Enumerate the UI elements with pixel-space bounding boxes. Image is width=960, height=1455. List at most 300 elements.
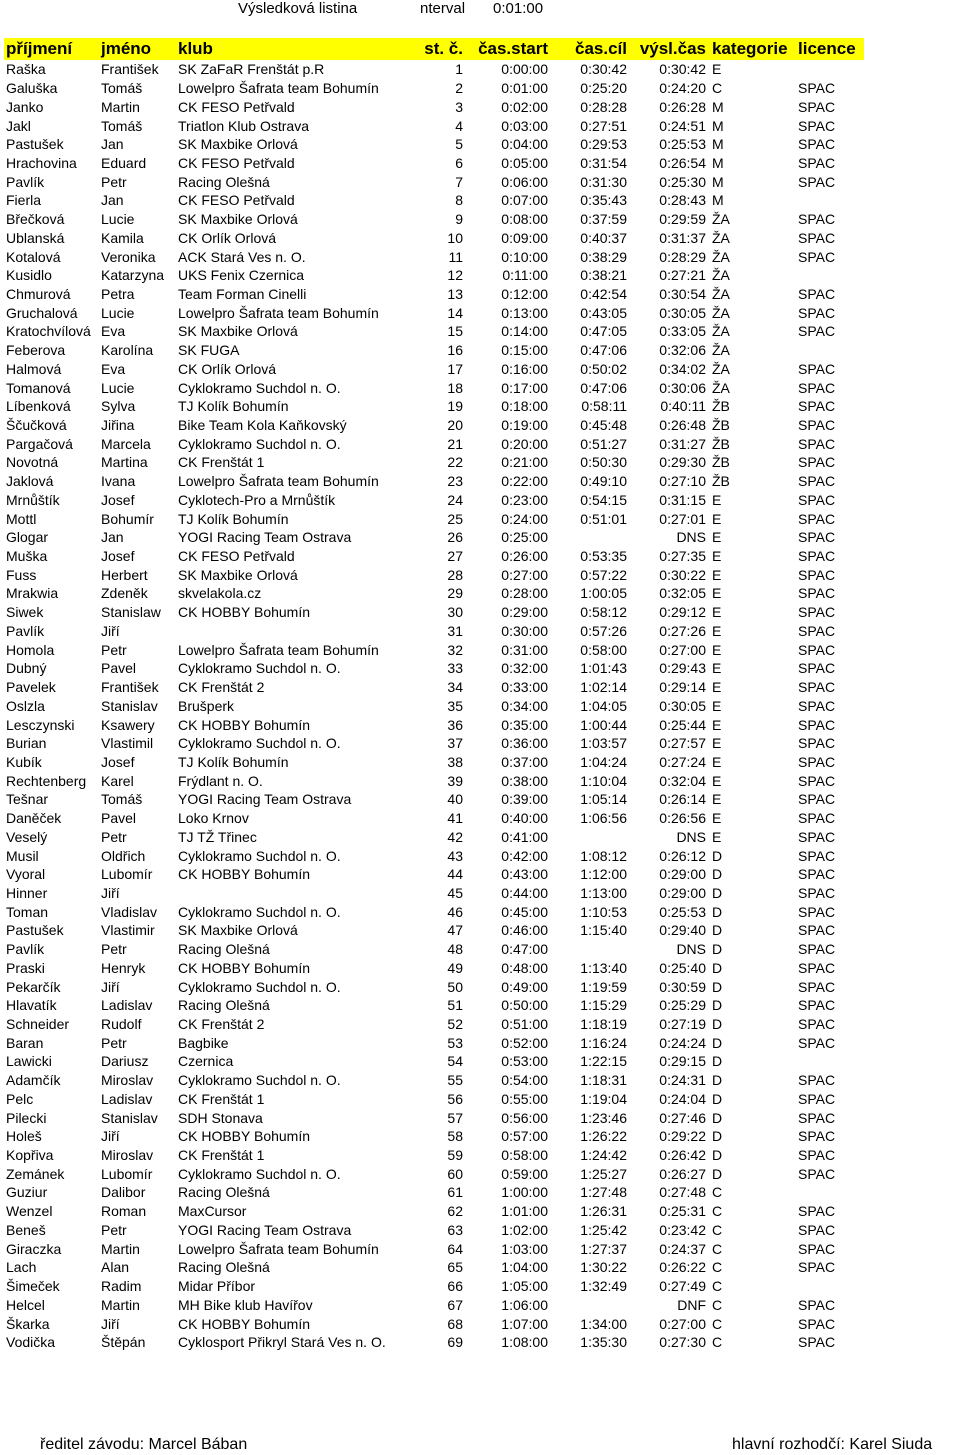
table-row xyxy=(4,472,864,491)
cell-result-time: 0:28:43 xyxy=(659,192,706,209)
cell-club: CK HOBBY Bohumín xyxy=(178,959,311,976)
cell-result-time: 0:28:29 xyxy=(659,248,706,265)
cell-license: SPAC xyxy=(798,772,836,789)
cell-firstname: Jiří xyxy=(101,978,120,995)
cell-category: ŽA xyxy=(712,229,730,246)
cell-firstname: Tomáš xyxy=(101,791,143,808)
cell-start-time: 0:38:00 xyxy=(501,772,548,789)
cell-finish-time: 1:08:12 xyxy=(580,847,627,864)
cell-firstname: Ivana xyxy=(101,473,136,490)
table-row xyxy=(4,322,864,341)
cell-start-number: 40 xyxy=(447,791,463,808)
cell-start-time: 0:28:00 xyxy=(501,585,548,602)
cell-surname: Helcel xyxy=(6,1296,45,1313)
col-header-start-number: st. č. xyxy=(424,39,463,58)
cell-category: ŽB xyxy=(712,473,730,490)
cell-firstname: Ksawery xyxy=(101,716,155,733)
cell-result-time: 0:30:59 xyxy=(659,978,706,995)
cell-finish-time: 1:26:22 xyxy=(580,1128,627,1145)
cell-start-time: 0:08:00 xyxy=(501,211,548,228)
cell-surname: Ublanská xyxy=(6,229,65,246)
cell-finish-time: 0:47:05 xyxy=(580,323,627,340)
cell-firstname: Jiří xyxy=(101,1315,120,1332)
cell-license: SPAC xyxy=(798,1296,836,1313)
table-row xyxy=(4,902,864,921)
cell-start-time: 0:20:00 xyxy=(501,435,548,452)
cell-firstname: Josef xyxy=(101,491,135,508)
cell-result-time: 0:34:02 xyxy=(659,360,706,377)
cell-license: SPAC xyxy=(798,117,836,134)
cell-firstname: Lubomír xyxy=(101,866,153,883)
cell-club: CK Frenštát 2 xyxy=(178,679,265,696)
cell-start-number: 20 xyxy=(447,417,463,434)
cell-surname: Halmová xyxy=(6,360,62,377)
cell-firstname: Ladislav xyxy=(101,997,153,1014)
cell-result-time: DNS xyxy=(676,941,706,958)
cell-start-time: 0:50:00 xyxy=(501,997,548,1014)
cell-category: M xyxy=(712,136,724,153)
cell-firstname: Martin xyxy=(101,98,140,115)
cell-club: Brušperk xyxy=(178,697,235,714)
cell-surname: Lach xyxy=(6,1259,37,1276)
cell-start-number: 47 xyxy=(447,922,463,939)
cell-category: D xyxy=(712,1034,723,1051)
cell-club: TJ Kolík Bohumín xyxy=(178,510,289,527)
cell-result-time: 0:31:27 xyxy=(659,435,706,452)
cell-finish-time: 1:25:42 xyxy=(580,1221,627,1238)
cell-start-time: 0:15:00 xyxy=(501,342,548,359)
cell-start-time: 1:08:00 xyxy=(501,1334,548,1351)
cell-finish-time: 1:00:44 xyxy=(580,716,627,733)
cell-start-number: 66 xyxy=(447,1278,463,1295)
cell-start-number: 10 xyxy=(447,229,463,246)
cell-surname: Pilecki xyxy=(6,1109,47,1126)
cell-finish-time: 0:40:37 xyxy=(580,229,627,246)
cell-start-number: 61 xyxy=(447,1184,463,1201)
cell-finish-time: 1:34:00 xyxy=(580,1315,627,1332)
table-row xyxy=(4,1108,864,1127)
cell-firstname: Stanislav xyxy=(101,1109,158,1126)
cell-firstname: Lucie xyxy=(101,304,135,321)
cell-club: Lowelpro Šafrata team Bohumín xyxy=(178,473,379,490)
cell-license: SPAC xyxy=(798,1072,836,1089)
cell-category: D xyxy=(712,1072,723,1089)
cell-result-time: 0:40:11 xyxy=(660,398,706,415)
cell-finish-time: 1:18:19 xyxy=(580,1016,627,1033)
cell-surname: Holeš xyxy=(6,1128,42,1145)
cell-club: Cyklokramo Suchdol n. O. xyxy=(178,435,341,452)
cell-license: SPAC xyxy=(798,80,836,97)
table-row xyxy=(4,959,864,978)
cell-license: SPAC xyxy=(798,360,836,377)
cell-club: Cyklokramo Suchdol n. O. xyxy=(178,1165,341,1182)
cell-start-time: 0:16:00 xyxy=(501,360,548,377)
cell-surname: Pavlík xyxy=(6,173,45,190)
cell-club: Cyklokramo Suchdol n. O. xyxy=(178,1072,341,1089)
col-header-result-time: výsl.čas xyxy=(639,39,706,58)
cell-surname: Pavlík xyxy=(6,622,45,639)
cell-finish-time: 0:27:51 xyxy=(580,117,627,134)
cell-finish-time xyxy=(552,528,631,547)
cell-category: ŽA xyxy=(712,379,730,396)
cell-result-time: 0:27:49 xyxy=(659,1278,706,1295)
cell-start-number: 54 xyxy=(447,1053,463,1070)
cell-category: C xyxy=(712,1315,723,1332)
cell-start-time: 0:27:00 xyxy=(501,566,548,583)
cell-club: Team Forman Cinelli xyxy=(178,285,307,302)
cell-firstname: Jiří xyxy=(101,622,120,639)
document-title: Výsledková listina xyxy=(238,0,358,17)
table-row xyxy=(4,116,864,135)
cell-finish-time: 1:30:22 xyxy=(580,1259,627,1276)
cell-start-time: 0:53:00 xyxy=(501,1053,548,1070)
cell-start-number: 60 xyxy=(447,1165,463,1182)
cell-surname: Giraczka xyxy=(6,1240,62,1257)
cell-category: E xyxy=(712,548,722,565)
cell-club: CK Frenštát 1 xyxy=(178,1090,265,1107)
cell-license: SPAC xyxy=(798,1259,836,1276)
cell-result-time: 0:25:31 xyxy=(659,1203,706,1220)
cell-category: E xyxy=(712,622,722,639)
cell-result-time: 0:27:26 xyxy=(659,622,706,639)
cell-firstname: Jan xyxy=(101,192,124,209)
cell-surname: Homola xyxy=(6,641,55,658)
cell-firstname: Ladislav xyxy=(101,1090,153,1107)
table-row xyxy=(4,1221,864,1240)
cell-license xyxy=(796,266,864,285)
cell-start-time: 0:37:00 xyxy=(501,753,548,770)
table-row xyxy=(4,60,864,79)
cell-surname: Jakl xyxy=(6,117,31,134)
cell-start-number: 59 xyxy=(447,1147,463,1164)
cell-result-time: 0:24:24 xyxy=(659,1034,706,1051)
cell-result-time: 0:27:19 xyxy=(659,1016,706,1033)
cell-start-time: 0:42:00 xyxy=(501,847,548,864)
cell-finish-time: 1:24:42 xyxy=(580,1147,627,1164)
cell-license: SPAC xyxy=(798,1034,836,1051)
cell-license: SPAC xyxy=(798,510,836,527)
cell-license: SPAC xyxy=(798,641,836,658)
document-header xyxy=(0,0,960,20)
cell-result-time: 0:26:14 xyxy=(659,791,706,808)
cell-firstname: Stanislav xyxy=(101,697,158,714)
cell-result-time: 0:32:04 xyxy=(659,772,706,789)
cell-category: ŽA xyxy=(712,360,730,377)
cell-license: SPAC xyxy=(798,679,836,696)
table-row xyxy=(4,1239,864,1258)
cell-category: E xyxy=(712,641,722,658)
interval-value: 0:01:00 xyxy=(493,0,544,17)
cell-license: SPAC xyxy=(798,529,836,546)
cell-start-time: 0:34:00 xyxy=(501,697,548,714)
cell-club: TJ Kolík Bohumín xyxy=(178,753,289,770)
table-row xyxy=(4,790,864,809)
cell-firstname: Josef xyxy=(101,548,135,565)
cell-license: SPAC xyxy=(798,716,836,733)
cell-category: C xyxy=(712,80,723,97)
cell-surname: Břečková xyxy=(6,211,65,228)
cell-result-time: 0:29:43 xyxy=(659,660,706,677)
cell-start-number: 53 xyxy=(447,1034,463,1051)
table-row xyxy=(4,678,864,697)
cell-category: ŽA xyxy=(712,267,730,284)
cell-club: Lowelpro Šafrata team Bohumín xyxy=(178,304,379,321)
cell-result-time: 0:30:42 xyxy=(659,61,706,78)
cell-category: C xyxy=(712,1278,723,1295)
cell-club: CK Orlík Orlová xyxy=(178,360,277,377)
cell-result-time: 0:27:10 xyxy=(659,473,706,490)
cell-finish-time: 0:25:20 xyxy=(580,80,627,97)
cell-category: D xyxy=(712,1165,723,1182)
cell-start-number: 56 xyxy=(447,1090,463,1107)
table-row xyxy=(4,434,864,453)
cell-club: TJ Kolík Bohumín xyxy=(178,398,289,415)
cell-category: D xyxy=(712,1109,723,1126)
cell-result-time: 0:30:22 xyxy=(659,566,706,583)
cell-start-time: 0:07:00 xyxy=(501,192,548,209)
cell-finish-time xyxy=(552,940,631,959)
cell-license: SPAC xyxy=(798,978,836,995)
cell-category: D xyxy=(712,959,723,976)
cell-surname: Lesczynski xyxy=(6,716,75,733)
cell-club: Cyklokramo Suchdol n. O. xyxy=(178,660,341,677)
cell-surname: Rechtenberg xyxy=(6,772,87,789)
cell-surname: Pastušek xyxy=(6,922,64,939)
cell-category: ŽA xyxy=(712,248,730,265)
cell-start-time: 1:02:00 xyxy=(501,1221,548,1238)
cell-start-time: 0:22:00 xyxy=(501,473,548,490)
table-row xyxy=(4,1183,864,1202)
cell-result-time: 0:29:40 xyxy=(659,922,706,939)
cell-start-time: 0:13:00 xyxy=(501,304,548,321)
table-row xyxy=(4,97,864,116)
cell-finish-time: 1:32:49 xyxy=(580,1278,627,1295)
cell-start-number: 8 xyxy=(455,192,463,209)
cell-result-time: 0:29:15 xyxy=(659,1053,706,1070)
cell-club: Racing Olešná xyxy=(178,173,270,190)
cell-firstname: Miroslav xyxy=(101,1147,154,1164)
cell-club: YOGI Racing Team Ostrava xyxy=(178,529,352,546)
cell-start-number: 19 xyxy=(447,398,463,415)
cell-firstname: Lucie xyxy=(101,211,135,228)
cell-finish-time: 0:57:26 xyxy=(580,622,627,639)
cell-category: D xyxy=(712,1016,723,1033)
cell-club: CK HOBBY Bohumín xyxy=(178,866,311,883)
cell-category: ŽA xyxy=(712,342,730,359)
cell-license: SPAC xyxy=(798,173,836,190)
cell-start-time: 0:21:00 xyxy=(501,454,548,471)
col-header-category: kategorie xyxy=(712,39,788,58)
cell-result-time: 0:31:37 xyxy=(659,229,706,246)
cell-start-time: 0:46:00 xyxy=(501,922,548,939)
cell-start-number: 67 xyxy=(447,1296,463,1313)
cell-start-number: 2 xyxy=(455,80,463,97)
cell-start-number: 32 xyxy=(447,641,463,658)
cell-firstname: Sylva xyxy=(101,398,136,415)
cell-finish-time: 1:19:04 xyxy=(580,1090,627,1107)
cell-surname: Siwek xyxy=(6,604,44,621)
results-table xyxy=(4,38,864,1352)
cell-firstname: Radim xyxy=(101,1278,142,1295)
col-header-club: klub xyxy=(178,39,213,58)
cell-start-time: 0:45:00 xyxy=(501,903,548,920)
cell-start-number: 58 xyxy=(447,1128,463,1145)
cell-result-time: 0:29:59 xyxy=(659,211,706,228)
cell-firstname: Miroslav xyxy=(101,1072,154,1089)
cell-start-number: 3 xyxy=(455,98,463,115)
cell-license: SPAC xyxy=(798,697,836,714)
cell-club: skvelakola.cz xyxy=(178,585,262,602)
cell-license: SPAC xyxy=(798,566,836,583)
cell-finish-time: 1:18:31 xyxy=(580,1072,627,1089)
cell-surname: Pelc xyxy=(6,1090,34,1107)
table-row xyxy=(4,378,864,397)
cell-category: D xyxy=(712,1147,723,1164)
cell-finish-time: 0:45:48 xyxy=(580,417,627,434)
table-row xyxy=(4,884,864,903)
cell-surname: Líbenková xyxy=(6,398,71,415)
col-header-start-time: čas.start xyxy=(478,39,548,58)
cell-start-number: 31 xyxy=(447,622,463,639)
cell-start-number: 28 xyxy=(447,566,463,583)
cell-firstname: Bohumír xyxy=(101,510,154,527)
cell-result-time: 0:30:05 xyxy=(659,697,706,714)
cell-category: E xyxy=(712,810,722,827)
cell-license: SPAC xyxy=(798,229,836,246)
table-row xyxy=(4,715,864,734)
cell-finish-time: 0:31:30 xyxy=(580,173,627,190)
cell-license: SPAC xyxy=(798,98,836,115)
cell-club: Lowelpro Šafrata team Bohumín xyxy=(178,80,379,97)
cell-surname: Beneš xyxy=(6,1221,46,1238)
cell-firstname: Petr xyxy=(101,1034,127,1051)
cell-category: ŽA xyxy=(712,285,730,302)
cell-finish-time: 0:31:54 xyxy=(580,154,627,171)
cell-category: E xyxy=(712,660,722,677)
cell-start-time: 0:41:00 xyxy=(501,828,548,845)
cell-result-time: 0:31:15 xyxy=(659,491,706,508)
cell-start-number: 29 xyxy=(447,585,463,602)
cell-result-time: DNF xyxy=(677,1296,706,1313)
cell-category: D xyxy=(712,941,723,958)
cell-license xyxy=(796,1052,864,1071)
cell-category: M xyxy=(712,173,724,190)
cell-license: SPAC xyxy=(798,903,836,920)
table-row xyxy=(4,771,864,790)
cell-result-time: 0:29:30 xyxy=(659,454,706,471)
cell-club: Cyklokramo Suchdol n. O. xyxy=(178,735,341,752)
cell-club: ACK Stará Ves n. O. xyxy=(178,248,306,265)
cell-firstname: František xyxy=(101,679,159,696)
cell-start-time: 0:52:00 xyxy=(501,1034,548,1051)
cell-surname: Fuss xyxy=(6,566,37,583)
cell-finish-time: 1:26:31 xyxy=(580,1203,627,1220)
cell-start-time: 0:47:00 xyxy=(501,941,548,958)
cell-club: CK FESO Petřvald xyxy=(178,192,295,209)
cell-license: SPAC xyxy=(798,435,836,452)
cell-surname: Muška xyxy=(6,548,48,565)
cell-start-time: 0:24:00 xyxy=(501,510,548,527)
cell-finish-time: 0:28:28 xyxy=(580,98,627,115)
cell-surname: Wenzel xyxy=(6,1203,53,1220)
cell-license: SPAC xyxy=(798,1315,836,1332)
cell-firstname: Tomáš xyxy=(101,117,143,134)
cell-license: SPAC xyxy=(798,941,836,958)
col-header-license: licence xyxy=(798,39,856,58)
table-row xyxy=(4,1090,864,1109)
cell-category: D xyxy=(712,866,723,883)
table-row xyxy=(4,827,864,846)
table-row xyxy=(4,79,864,98)
cell-surname: Pargačová xyxy=(6,435,73,452)
cell-surname: Musil xyxy=(6,847,39,864)
cell-category: D xyxy=(712,1053,723,1070)
cell-surname: Pavlík xyxy=(6,941,45,958)
cell-club: CK FESO Petřvald xyxy=(178,98,295,115)
cell-firstname: Stanislaw xyxy=(101,604,161,621)
cell-firstname: Lubomír xyxy=(101,1165,153,1182)
cell-start-number: 37 xyxy=(447,735,463,752)
cell-finish-time: 1:03:57 xyxy=(580,735,627,752)
cell-result-time: 0:26:28 xyxy=(659,98,706,115)
table-row xyxy=(4,247,864,266)
cell-surname: Novotná xyxy=(6,454,59,471)
cell-category: ŽA xyxy=(712,211,730,228)
cell-club: CK HOBBY Bohumín xyxy=(178,716,311,733)
cell-start-time: 0:56:00 xyxy=(501,1109,548,1126)
cell-category: E xyxy=(712,604,722,621)
cell-finish-time: 0:37:59 xyxy=(580,211,627,228)
cell-finish-time: 1:10:04 xyxy=(580,772,627,789)
cell-finish-time: 1:10:53 xyxy=(580,903,627,920)
cell-start-number: 26 xyxy=(447,529,463,546)
cell-category: D xyxy=(712,997,723,1014)
cell-finish-time: 1:04:05 xyxy=(580,697,627,714)
table-row xyxy=(4,622,864,641)
cell-club: SK Maxbike Orlová xyxy=(178,136,298,153)
cell-license: SPAC xyxy=(798,491,836,508)
cell-surname: Mrakwia xyxy=(6,585,59,602)
cell-result-time: 0:30:06 xyxy=(659,379,706,396)
cell-start-number: 52 xyxy=(447,1016,463,1033)
cell-start-number: 22 xyxy=(447,454,463,471)
cell-finish-time: 1:00:05 xyxy=(580,585,627,602)
cell-finish-time: 0:42:54 xyxy=(580,285,627,302)
cell-finish-time: 0:30:42 xyxy=(580,61,627,78)
cell-start-number: 44 xyxy=(447,866,463,883)
cell-start-number: 21 xyxy=(447,435,463,452)
cell-surname: Tomanová xyxy=(6,379,71,396)
cell-surname: Kotalová xyxy=(6,248,61,265)
table-row xyxy=(4,266,864,285)
cell-start-time: 0:19:00 xyxy=(501,417,548,434)
cell-firstname: Vlastimil xyxy=(101,735,154,752)
table-row xyxy=(4,360,864,379)
cell-club: YOGI Racing Team Ostrava xyxy=(178,791,352,808)
cell-firstname: Roman xyxy=(101,1203,147,1220)
cell-finish-time: 0:50:30 xyxy=(580,454,627,471)
cell-finish-time: 1:02:14 xyxy=(580,679,627,696)
cell-start-time: 0:57:00 xyxy=(501,1128,548,1145)
cell-club: Cyklosport Přikryl Stará Ves n. O. xyxy=(178,1334,386,1351)
cell-result-time: DNS xyxy=(676,529,706,546)
cell-firstname: Jan xyxy=(101,529,124,546)
cell-start-number: 63 xyxy=(447,1221,463,1238)
table-row xyxy=(4,565,864,584)
cell-finish-time: 1:25:27 xyxy=(580,1165,627,1182)
cell-start-time: 0:51:00 xyxy=(501,1016,548,1033)
table-row xyxy=(4,303,864,322)
